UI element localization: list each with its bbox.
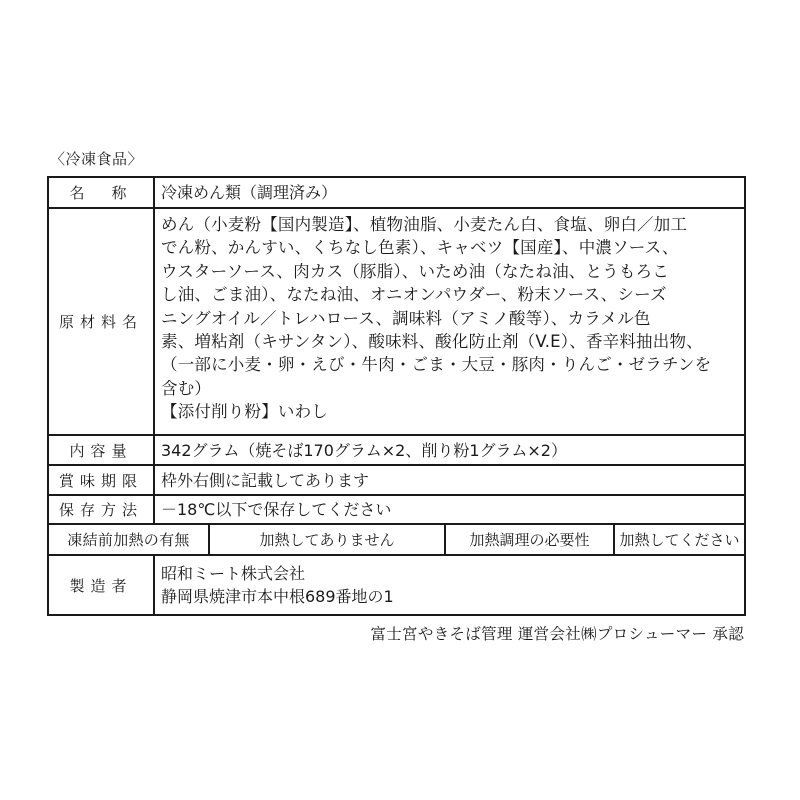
food-label-table	[47, 176, 746, 616]
ingredients-line: し油、ごま油）、なたね油、オニオンパウダー、粉末ソース、シーズ	[161, 285, 667, 305]
row-storage	[49, 494, 744, 523]
best-before-value: 枠外右側に記載してあります	[161, 470, 370, 490]
preheat-value: 加熱してありません	[210, 525, 446, 554]
ingredients-line: でん粉、かんすい、くちなし色素）、キャベツ【国産】、中濃ソース、	[161, 238, 679, 258]
name-heading: 名 称	[49, 178, 155, 207]
cooking-value: 加熱してください	[619, 531, 740, 549]
ingredients-line: ウスターソース、肉カス（豚脂）、いため油（なたね油、とうもろこ	[161, 261, 669, 281]
approval-note: 富士宮やきそば管理 運営会社㈱プロシューマー 承認	[370, 625, 744, 643]
maker-heading: 製造者	[49, 556, 155, 614]
best-before-heading: 賞味期限	[49, 466, 155, 494]
maker-name: 昭和ミート株式会社	[161, 564, 306, 583]
storage-value: －18℃以下で保存してください	[161, 500, 392, 519]
volume-heading: 内容量	[49, 436, 155, 464]
row-product-name	[49, 178, 744, 207]
ingredients-line: 素、増粘剤（キサンタン）、酸味料、酸化防止剤（V.E）、香辛料抽出物、	[161, 332, 703, 352]
ingredients-value	[155, 209, 744, 434]
row-volume	[49, 434, 744, 464]
cooking-heading: 加熱調理の必要性	[446, 525, 615, 554]
row-heating	[49, 523, 744, 554]
name-value: 冷凍めん類（調理済み）	[161, 183, 338, 202]
ingredients-line: 含む）	[161, 378, 212, 398]
maker-address: 静岡県焼津市本中根689番地の1	[161, 587, 394, 606]
ingredients-line: めん（小麦粉【国内製造】、植物油脂、小麦たん白、食塩、卵白／加工	[161, 215, 688, 234]
ingredients-line: （一部に小麦・卵・えび・牛肉・ごま・大豆・豚肉・りんご・ゼラチンを	[161, 355, 712, 375]
maker-value	[155, 556, 744, 614]
preheat-heading: 凍結前加熱の有無	[49, 525, 210, 554]
ingredients-line: 【添付削り粉】いわし	[161, 402, 328, 422]
row-ingredients	[49, 207, 744, 434]
frozen-food-caption: 〈冷凍食品〉	[50, 150, 144, 168]
volume-value: 342グラム（焼そば170グラム×2、削り粉1グラム×2）	[161, 440, 567, 460]
storage-heading: 保存方法	[49, 496, 155, 523]
row-best-before	[49, 464, 744, 494]
ingredients-heading: 原材料名	[49, 209, 155, 434]
ingredients-line: ニングオイル／トレハロース、調味料（アミノ酸等）、カラメル色	[161, 308, 651, 328]
row-manufacturer	[49, 554, 744, 614]
